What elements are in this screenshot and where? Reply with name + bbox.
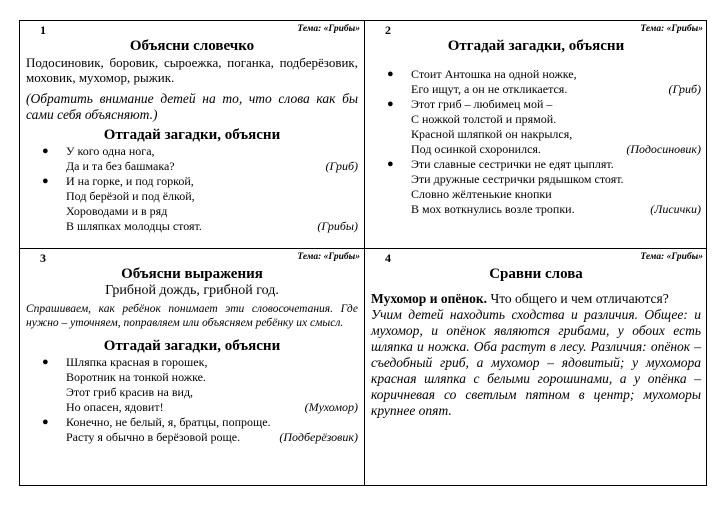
riddle-line: Хороводами и в ряд [66, 204, 168, 218]
cards-table [19, 20, 707, 486]
card-title: Отгадай загадки, объясни [447, 38, 625, 54]
riddles-title: Отгадай загадки, объясни [103, 338, 281, 354]
bullet-icon: ● [42, 356, 49, 368]
riddle-answer: (Мухомор) [304, 400, 358, 414]
riddle-item [26, 144, 358, 174]
riddle-line: Эти славные сестрички не едят цыплят. [411, 157, 614, 171]
expressions: Грибной дождь, грибной год. [105, 283, 279, 298]
card-1 [20, 21, 364, 248]
riddle-line: Эти дружные сестрички рядышком стоят. [411, 172, 624, 186]
riddle-line: Этот гриб красив на вид, [66, 385, 194, 399]
riddle-line: Стоит Антошка на одной ножке, [411, 67, 577, 81]
riddle-answer: (Подосиновик) [626, 142, 701, 156]
riddle-item [26, 355, 358, 415]
compare-task [371, 291, 701, 307]
teacher-note: (Обратить внимание детей на то, что слова как бы сами себя объясняют.) [26, 91, 358, 122]
riddle-line: Да и та без башмака? [66, 159, 175, 173]
riddle-line: И на горке, и под горкой, [66, 174, 194, 188]
bullet-icon: ● [42, 175, 49, 187]
riddle-line: Под осинкой схоронился. [411, 142, 541, 156]
riddle-item [371, 67, 701, 97]
riddle-item [26, 415, 358, 445]
riddle-line: В мох воткнулись возле тропки. [411, 202, 575, 216]
riddles-title: Отгадай загадки, объясни [103, 127, 281, 143]
riddle-item [26, 174, 358, 234]
riddle-answer: (Лисички) [650, 202, 701, 216]
card-title: Объясни словечко [129, 38, 255, 54]
card-theme: Тема: «Грибы» [640, 252, 703, 262]
riddle-line: С ножкой толстой и прямой. [411, 112, 557, 126]
riddle-line: У кого одна нога, [66, 144, 155, 158]
riddle-answer: (Подберёзовик) [279, 430, 358, 444]
riddle-answer: (Гриб) [325, 159, 358, 173]
card-theme: Тема: «Грибы» [297, 252, 360, 262]
card-number: 4 [385, 251, 391, 265]
riddle-list [26, 144, 358, 234]
riddle-line: Словно жёлтенькие кнопки [411, 187, 552, 201]
compare-question: Что общего и чем отличаются? [487, 291, 669, 306]
riddle-answer: (Грибы) [317, 219, 358, 233]
teacher-note: Спрашиваем, как ребёнок понимает эти словосочетания. Где нужно – уточняем, поправляем или объясняем ребёнку их смысл. [26, 303, 358, 329]
riddle-item [371, 157, 701, 217]
teacher-note: Учим детей находить сходства и различия. Общее: и мухомор, и опёнок являются грибами, у обоих есть шляпка и ножка. Оба растут в лесу. Различия: опёнок – съедобный гриб, а мухомор – ядовитый; у мухомора красная шляпка с белыми горошинами, а у опёнка – коричневая со светлым пятном в центр; мухоморы крупнее опят. [371, 307, 701, 418]
riddle-item [371, 97, 701, 157]
card-2 [365, 21, 707, 248]
card-number: 2 [385, 23, 391, 37]
card-number: 1 [40, 23, 46, 37]
card-title: Сравни слова [489, 266, 583, 282]
riddle-list [371, 67, 701, 217]
riddle-line: В шляпках молодцы стоят. [66, 219, 202, 233]
riddle-line: Конечно, не белый, я, братцы, попроще. [66, 415, 271, 429]
riddle-answer: (Гриб) [668, 82, 701, 96]
card-number: 3 [40, 251, 46, 265]
bullet-icon: ● [42, 416, 49, 428]
riddle-line: Воротник на тонкой ножке. [66, 370, 206, 384]
word-list: Подосиновик, боровик, сыроежка, поганка, подберёзовик, моховик, мухомор, рыжик. [26, 55, 358, 85]
card-title: Объясни выражения [121, 266, 263, 282]
riddle-line: Но опасен, ядовит! [66, 400, 164, 414]
bullet-icon: ● [387, 68, 394, 80]
riddle-line: Его ищут, а он не откликается. [411, 82, 568, 96]
bullet-icon: ● [387, 158, 394, 170]
riddle-list [26, 355, 358, 445]
riddle-line: Расту я обычно в берёзовой роще. [66, 430, 241, 444]
riddle-line: Этот гриб – любимец мой – [411, 97, 553, 111]
riddle-line: Под берёзой и под ёлкой, [66, 189, 195, 203]
bullet-icon: ● [387, 98, 394, 110]
bullet-icon: ● [42, 145, 49, 157]
riddle-line: Шляпка красная в горошек, [66, 355, 208, 369]
riddle-line: Красной шляпкой он накрылся, [411, 127, 573, 141]
compare-words: Мухомор и опёнок. [371, 291, 488, 306]
card-4 [365, 249, 707, 485]
card-theme: Тема: «Грибы» [297, 24, 360, 34]
card-3 [20, 249, 364, 485]
card-theme: Тема: «Грибы» [640, 24, 703, 34]
